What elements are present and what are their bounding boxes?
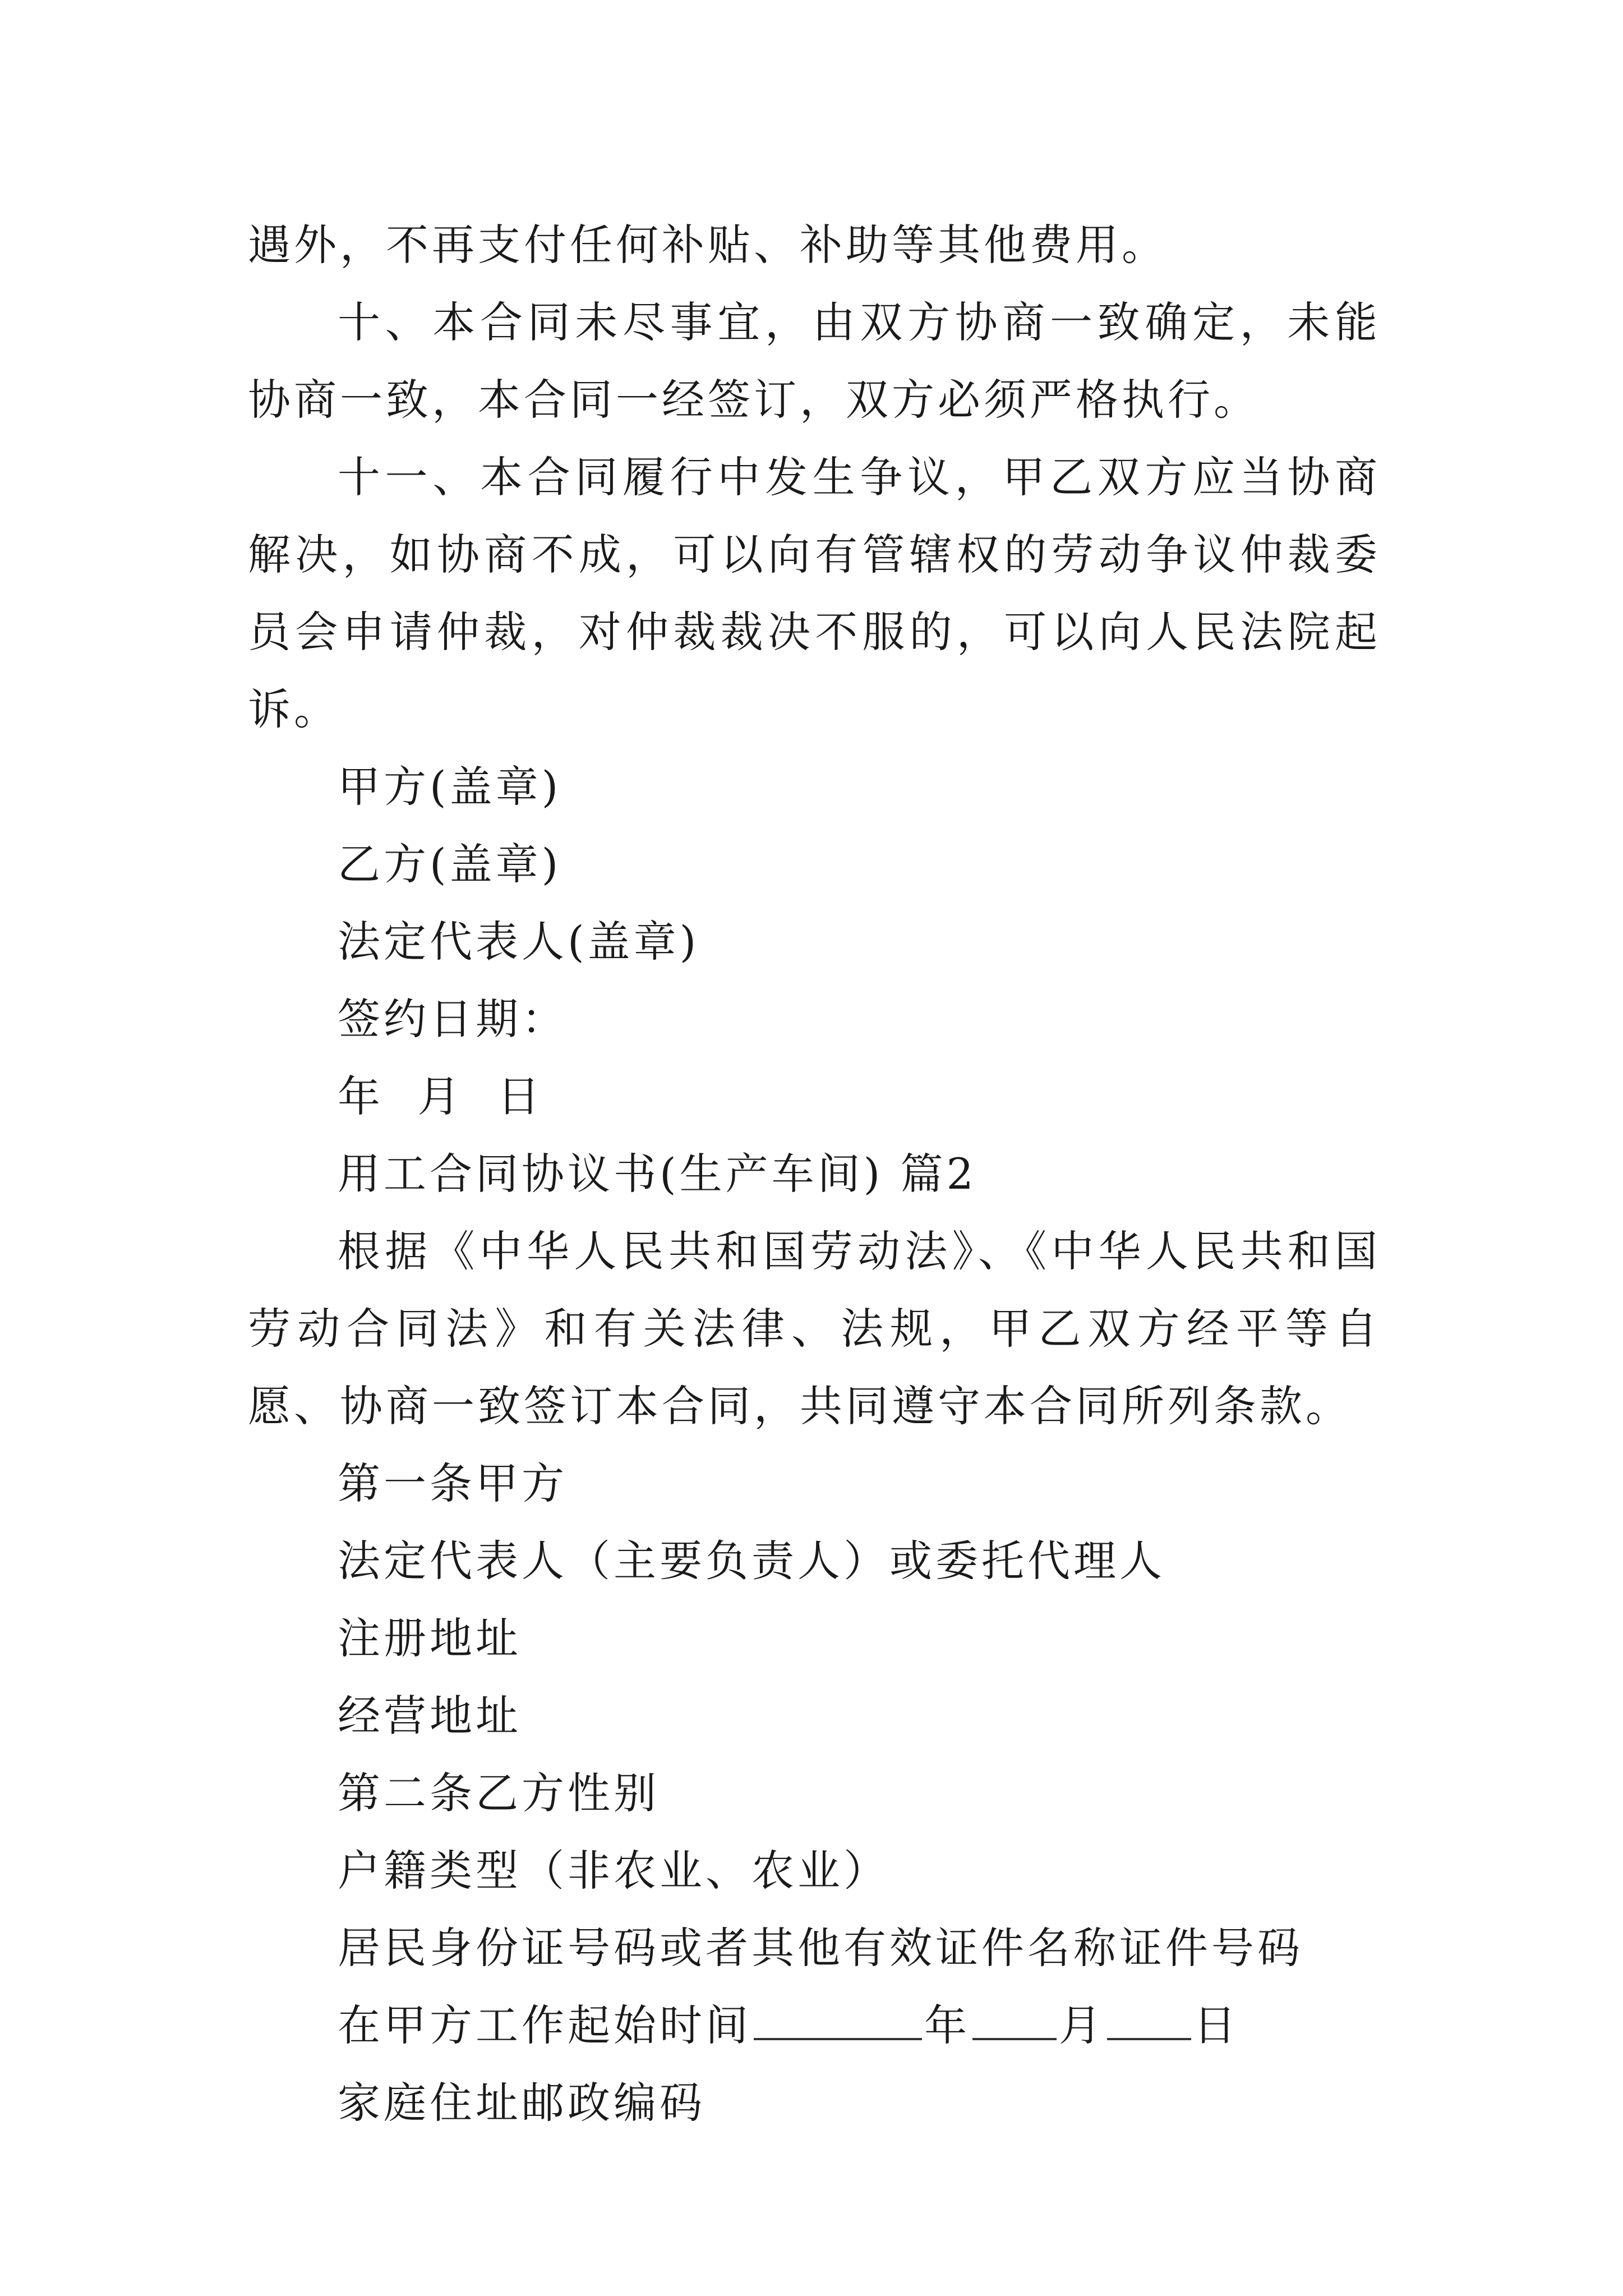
day-label: 日 — [1193, 2000, 1239, 2050]
document-body — [248, 206, 1381, 2142]
id-number-line: 居民身份证号码或者其他有效证件名称证件号码 — [338, 1923, 1303, 1973]
party-b-seal-line: 乙方(盖章) — [338, 839, 562, 889]
month-blank — [972, 2001, 1057, 2040]
business-address-line: 经营地址 — [338, 1691, 522, 1741]
paragraph-clause-10: 十、本合同未尽事宜，由双方协商一致确定，未能协商一致，本合同一经签订，双方必须严格执行。 — [248, 297, 1381, 425]
paragraph-preamble: 根据《中华人民共和国劳动法》、《中华人民共和国劳动合同法》和有关法律、法规，甲乙双方经平等自愿、协商一致签订本合同，共同遵守本合同所列条款。 — [248, 1226, 1381, 1431]
legal-rep-line: 法定代表人（主要负责人）或委托代理人 — [338, 1536, 1165, 1586]
home-address-postcode-line: 家庭住址邮政编码 — [338, 2078, 706, 2128]
registered-address-line: 注册地址 — [338, 1613, 522, 1663]
legal-rep-seal-line: 法定代表人(盖章) — [338, 917, 700, 967]
date-placeholder-line: 年 月 日 — [338, 1071, 543, 1121]
month-label: 月 — [1059, 2000, 1105, 2050]
signing-date-label: 签约日期： — [338, 994, 568, 1044]
day-blank — [1107, 2001, 1191, 2040]
year-blank — [754, 2001, 922, 2040]
section-title: 用工合同协议书(生产车间) 篇2 — [338, 1149, 977, 1199]
article-2-party-b: 第二条乙方性别 — [338, 1768, 660, 1818]
start-time-label: 在甲方工作起始时间 — [338, 2000, 751, 2050]
party-a-seal-line: 甲方(盖章) — [338, 762, 562, 812]
year-label: 年 — [924, 2000, 970, 2050]
paragraph-continuation: 遇外，不再支付任何补贴、补助等其他费用。 — [248, 220, 1168, 270]
paragraph-clause-11: 十一、本合同履行中发生争议，甲乙双方应当协商解决，如协商不成，可以向有管辖权的劳动争议仲裁委员会申请仲裁，对仲裁裁决不服的，可以向人民法院起诉。 — [248, 452, 1381, 734]
household-type-line: 户籍类型（非农业、农业） — [338, 1846, 889, 1895]
start-time-line — [248, 1987, 1381, 2064]
article-1-party-a: 第一条甲方 — [338, 1458, 568, 1508]
